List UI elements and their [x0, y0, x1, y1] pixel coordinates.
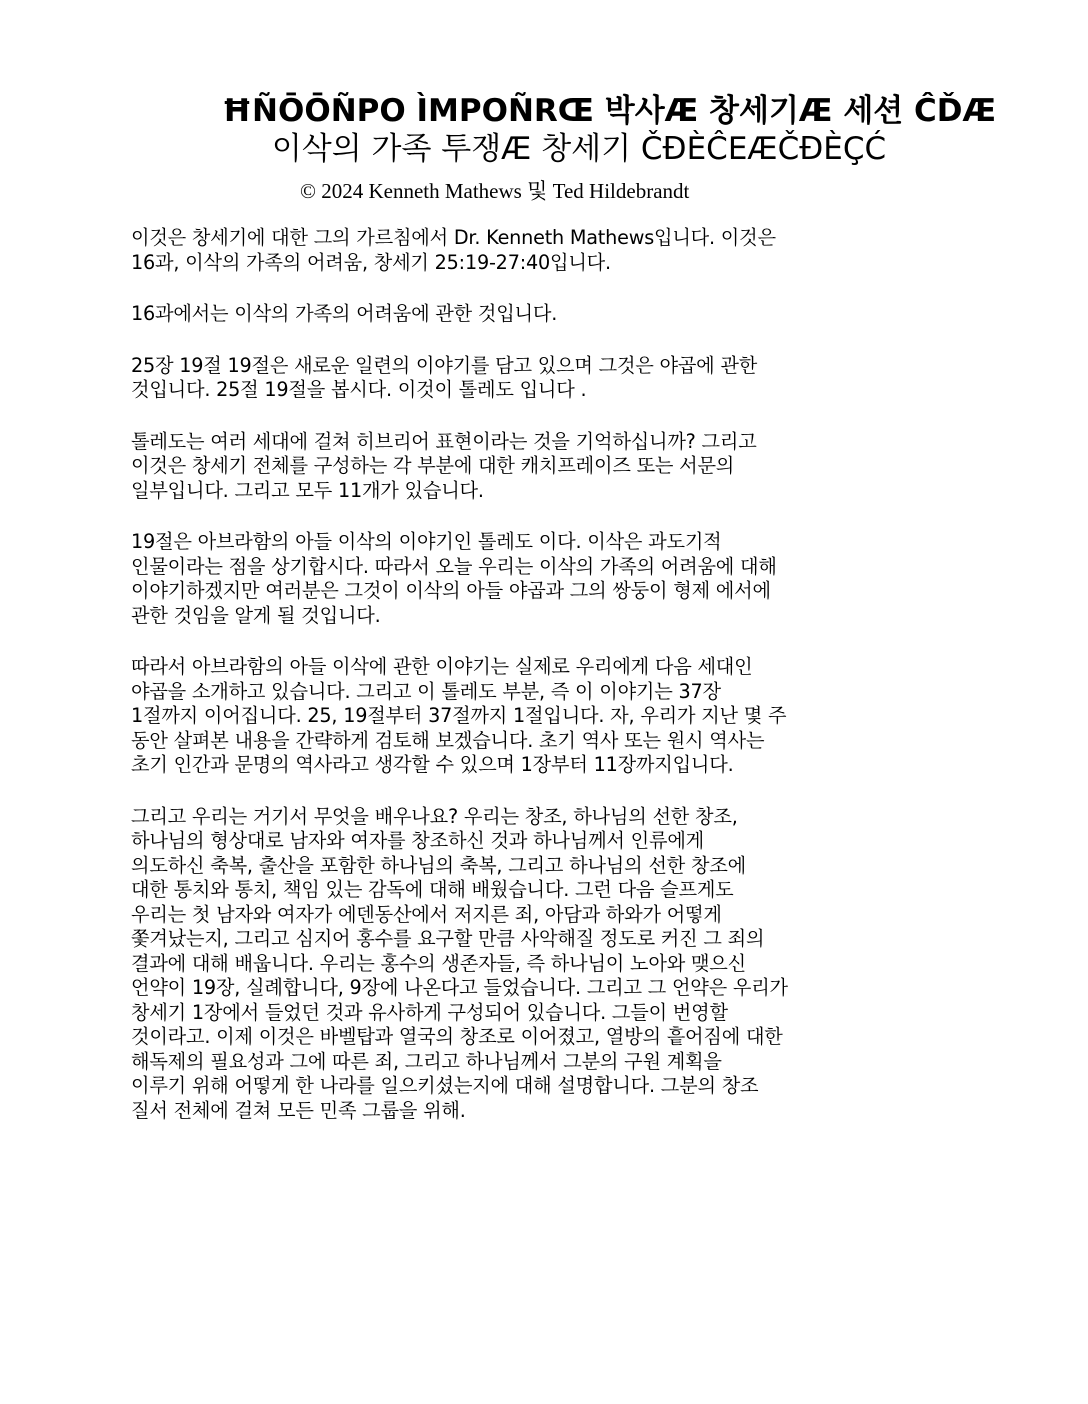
paragraph-line: 톨레도는 여러 세대에 걸쳐 히브리어 표현이라는 것을 기억하십니까? 그리고 [131, 429, 757, 453]
paragraph [131, 430, 941, 504]
paragraph-line: 하나님의 형상대로 남자와 여자를 창조하신 것과 하나님께서 인류에게 [131, 829, 705, 852]
paragraph-line: 이것은 창세기에 대한 그의 가르침에서 Dr. Kenneth Mathews입니다. 이것은 [131, 226, 776, 249]
paragraph [131, 805, 941, 1124]
paragraph-line: 초기 인간과 문명의 역사라고 생각할 수 있으며 1장부터 11장까지입니다. [131, 753, 734, 776]
paragraph-line: 일부입니다. 그리고 모두 11개가 있습니다. [131, 478, 484, 502]
paragraph-line: 동안 살펴본 내용을 간략하게 검토해 보겠습니다. 초기 역사 또는 원시 역사는 [131, 728, 765, 752]
paragraph-line: 것입니다. 25절 19절을 봅시다. 이것이 톨레도 입니다 . [131, 378, 587, 401]
paragraph-line: 해독제의 필요성과 그에 따른 죄, 그리고 하나님께서 그분의 구원 계획을 [131, 1049, 722, 1073]
paragraph [131, 354, 941, 403]
paragraph-line: 우리는 첫 남자와 여자가 에덴동산에서 저지른 죄, 아담과 하와가 어떻게 [131, 902, 722, 926]
document-body [131, 226, 941, 1150]
paragraph-line: 이것은 창세기 전체를 구성하는 각 부분에 대한 캐치프레이즈 또는 서문의 [131, 454, 735, 477]
paragraph-line: 쫓겨났는지, 그리고 심지어 홍수를 요구할 만큼 사악해질 정도로 커진 그 죄의 [131, 927, 765, 950]
document-title [0, 92, 1088, 168]
paragraph-line: 1절까지 이어집니다. 25, 19절부터 37절까지 1절입니다. 자, 우리가 지난 몇 주 [131, 704, 787, 727]
paragraph-line: 의도하신 축복, 출산을 포함한 하나님의 축복, 그리고 하나님의 선한 창조에 [131, 853, 746, 877]
paragraph-line: 그리고 우리는 거기서 무엇을 배우나요? 우리는 창조, 하나님의 선한 창조, [131, 804, 738, 828]
paragraph-line: 관한 것임을 알게 될 것입니다. [131, 603, 381, 627]
copyright-notice: © 2024 Kenneth Mathews 및 Ted Hildebrandt [300, 179, 690, 203]
paragraph-line: 16과, 이삭의 가족의 어려움, 창세기 25:19-27:40입니다. [131, 250, 611, 274]
paragraph-line: 야곱을 소개하고 있습니다. 그리고 이 톨레도 부분, 즉 이 이야기는 37장 [131, 679, 721, 703]
paragraph-line: 16과에서는 이삭의 가족의 어려움에 관한 것입니다. [131, 302, 558, 325]
paragraph-line: 언약이 19장, 실례합니다, 9장에 나온다고 들었습니다. 그리고 그 언약은 우리가 [131, 976, 788, 999]
paragraph-line: 따라서 아브라함의 아들 이삭에 관한 이야기는 실제로 우리에게 다음 세대인 [131, 655, 753, 678]
paragraph [131, 302, 941, 327]
paragraph-line: 25장 19절 19절은 새로운 일련의 이야기를 담고 있으며 그것은 야곱에 관한 [131, 353, 758, 377]
paragraph-line: 창세기 1장에서 들었던 것과 유사하게 구성되어 있습니다. 그들이 번영할 [131, 1000, 728, 1024]
paragraph-line: 19절은 아브라함의 아들 이삭의 이야기인 톨레도 이다. 이삭은 과도기적 [131, 530, 722, 553]
paragraph [131, 530, 941, 628]
paragraph-line: 이야기하겠지만 여러분은 그것이 이삭의 아들 야곱과 그의 쌍둥이 형제 에서에 [131, 579, 771, 602]
paragraph [131, 226, 941, 275]
paragraph-line: 이루기 위해 어떻게 한 나라를 일으키셨는지에 대해 설명합니다. 그분의 창조 [131, 1074, 759, 1097]
paragraph-line: 것이라고. 이제 이것은 바벨탑과 열국의 창조로 이어졌고, 열방의 흩어짐에 대한 [131, 1025, 783, 1048]
paragraph-line: 인물이라는 점을 상기합시다. 따라서 오늘 우리는 이삭의 가족의 어려움에 대해 [131, 554, 777, 578]
paragraph [131, 655, 941, 778]
paragraph-line: 대한 통치와 통치, 책임 있는 감독에 대해 배웠습니다. 그런 다음 슬프게도 [131, 878, 734, 901]
title-line-2: 이삭의 가족 투쟁Æ 창세기 ČĐÈĈEÆČĐÈÇĆ [271, 131, 887, 167]
paragraph-line: 결과에 대해 배웁니다. 우리는 홍수의 생존자들, 즉 하나님이 노아와 맺으신 [131, 951, 746, 975]
title-line-1: ĦÑŌŌÑPO ÌMPOÑRŒ 박사Æ 창세기Æ 세션 ĈĎÆ [221, 93, 997, 129]
paragraph-line: 질서 전체에 걸쳐 모든 민족 그룹을 위해. [131, 1098, 466, 1122]
